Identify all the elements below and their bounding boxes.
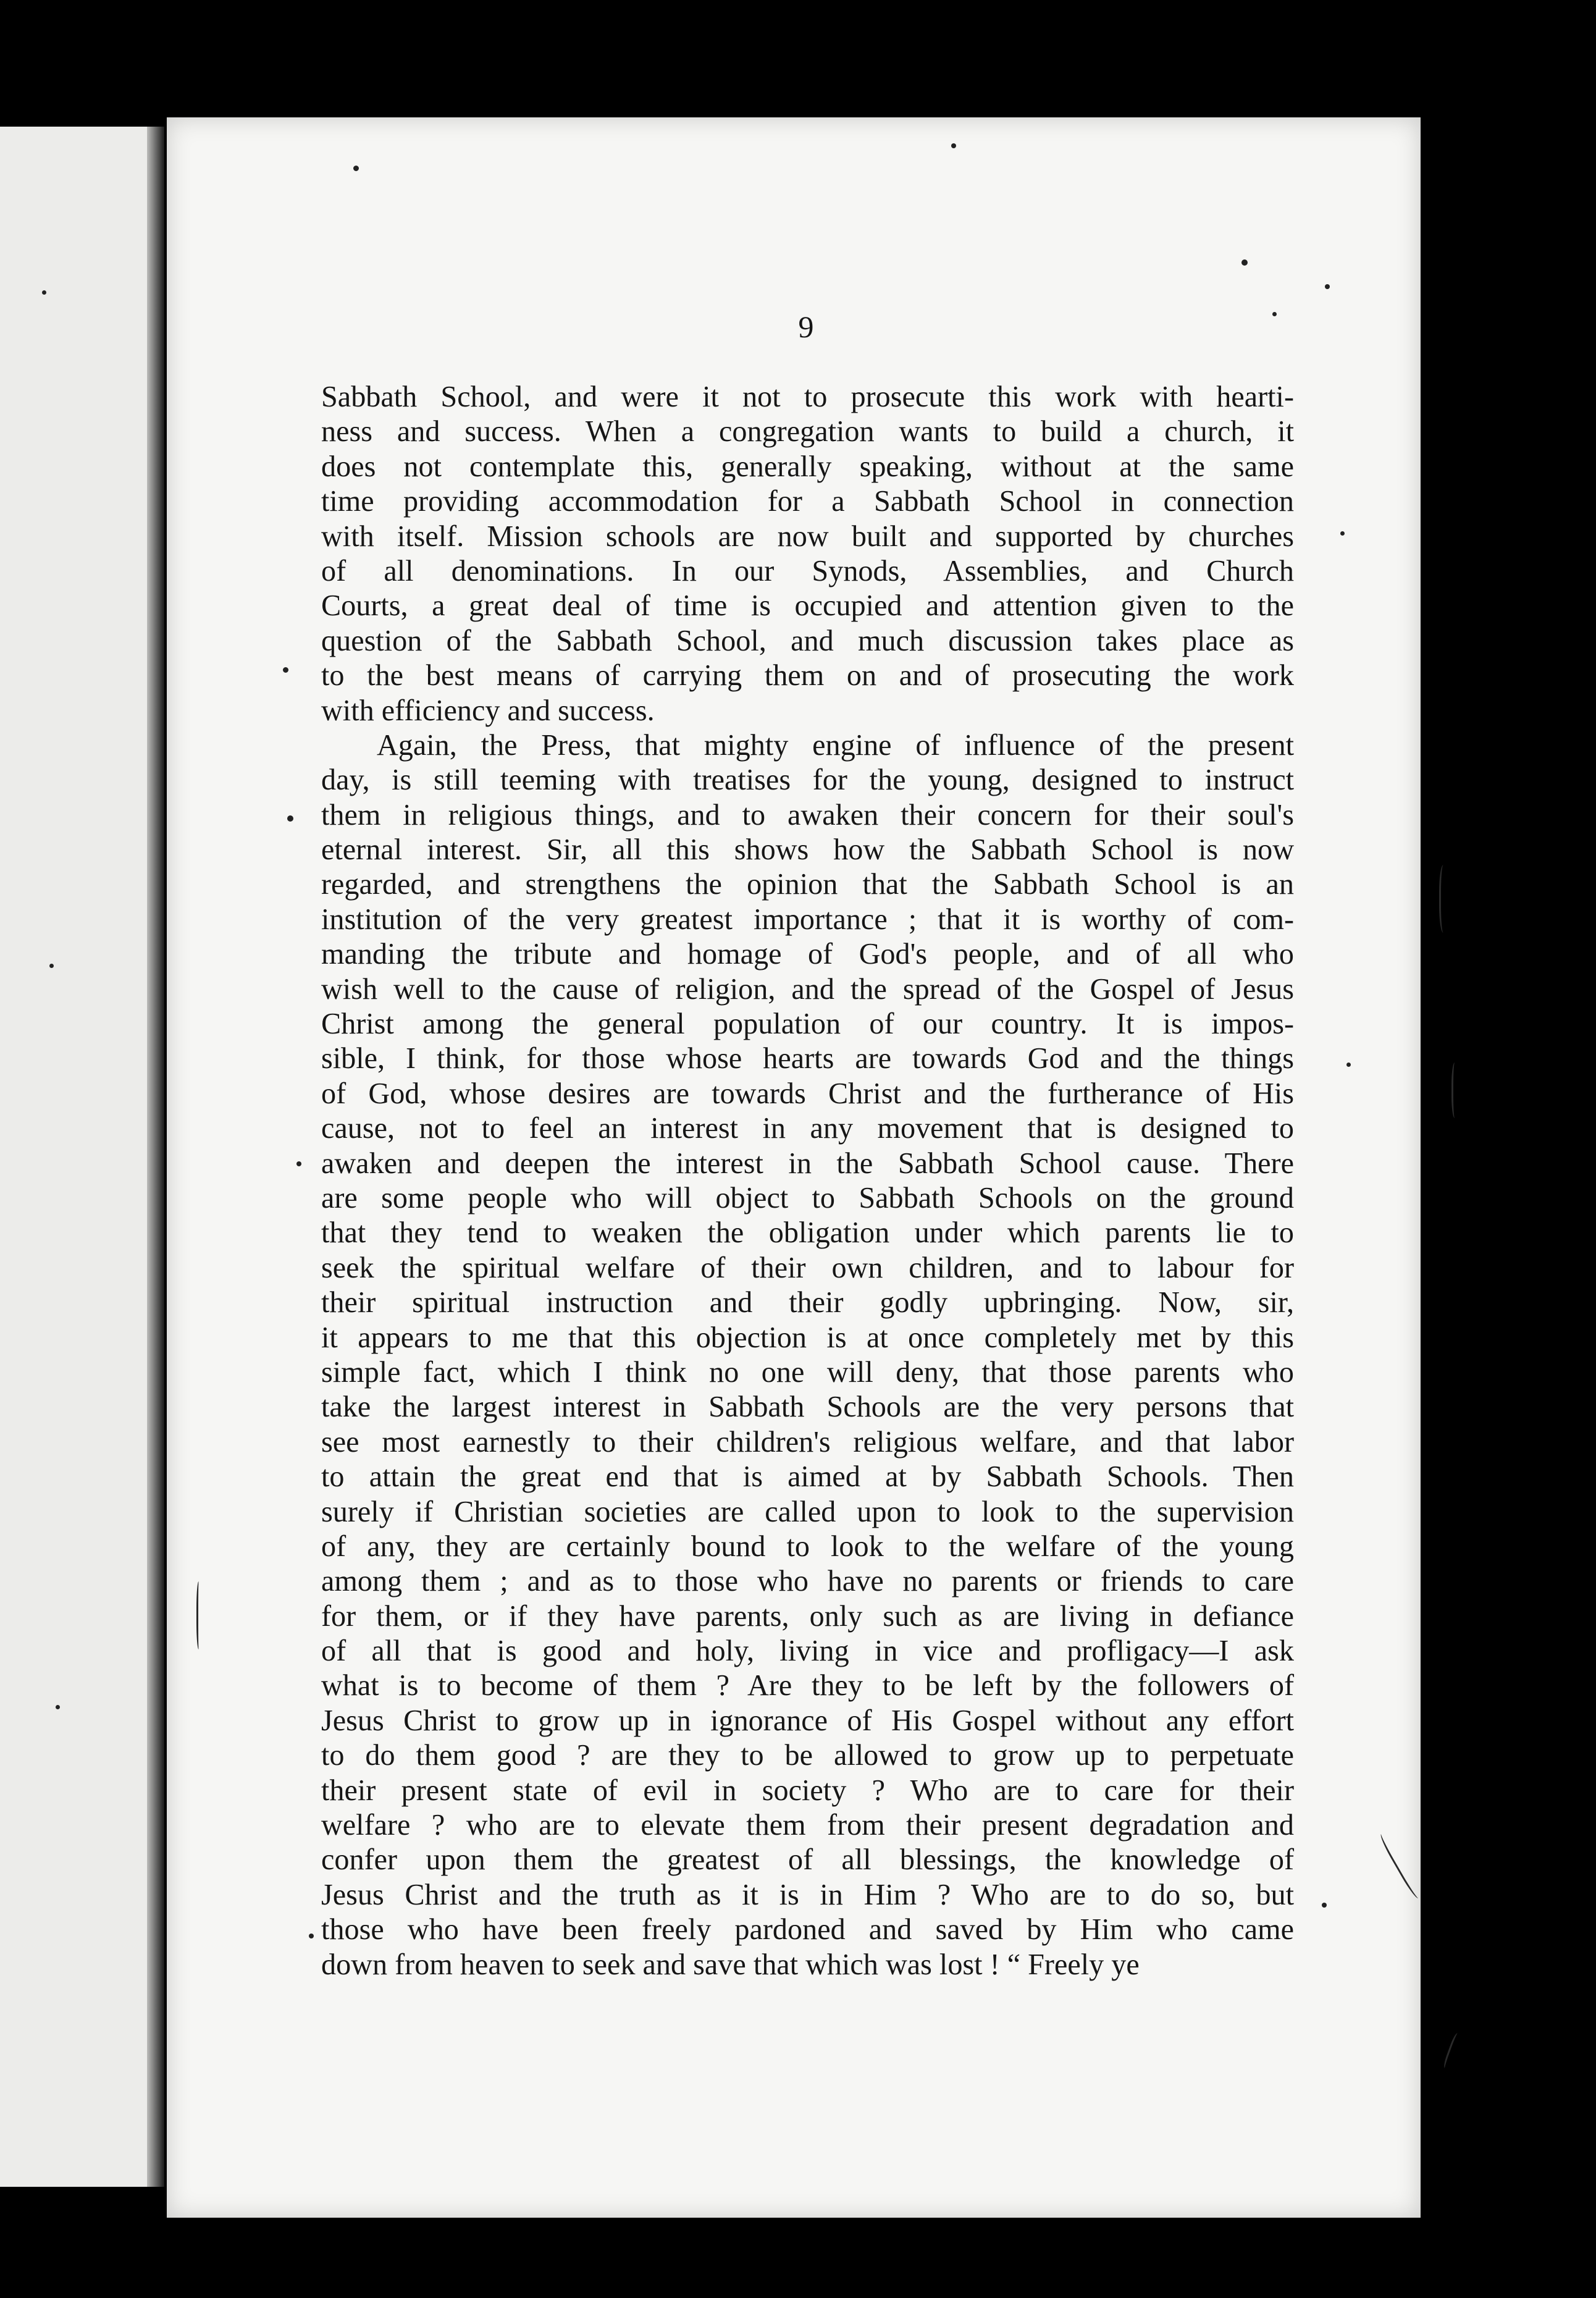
text-line: them in religious things, and to awaken their concern for their soul's [321, 798, 1294, 831]
text-line: simple fact, which I think no one will deny, that those parents who [321, 1355, 1294, 1389]
text-line: with efficiency and success. [321, 694, 655, 727]
dust-speck [56, 1705, 60, 1709]
previous-page-edge [0, 127, 154, 2187]
text-line: Jesus Christ to grow up in ignorance of His Gospel without any effort [321, 1704, 1294, 1737]
page-gutter-shadow [147, 127, 164, 2187]
text-line: to attain the great end that is aimed at by Sabbath Schools. Then [321, 1460, 1294, 1494]
text-line: it appears to me that this objection is at once completely met by this [321, 1321, 1294, 1354]
text-line: ness and success. When a congregation wants to build a church, it [321, 415, 1294, 448]
text-line: are some people who will object to Sabbath Schools on the ground [321, 1181, 1294, 1214]
film-scratch [196, 1581, 202, 1649]
text-line: for them, or if they have parents, only such as are living in defiance [321, 1599, 1294, 1633]
dust-speck [1322, 1903, 1327, 1908]
body-text [321, 380, 1294, 1982]
text-line: awaken and deepen the interest in the Sabbath School cause. There [321, 1147, 1294, 1180]
text-line: down from heaven to seek and save that which was lost ! “ Freely ye [321, 1948, 1140, 1981]
dust-speck [1340, 531, 1345, 536]
dust-speck [1346, 1063, 1351, 1067]
text-line: of God, whose desires are towards Christ and the furtherance of His [321, 1077, 1294, 1110]
text-line: of all denominations. In our Synods, Assemblies, and Church [321, 554, 1294, 587]
text-line: to the best means of carrying them on and of prosecuting the work [321, 659, 1294, 692]
dust-speck [283, 667, 288, 673]
dust-speck [287, 815, 293, 822]
text-line: see most earnestly to their children's religious welfare, and that labor [321, 1425, 1294, 1458]
text-line: take the largest interest in Sabbath Schools are the very persons that [321, 1391, 1294, 1424]
dust-speck [42, 290, 46, 295]
text-line: to do them good ? are they to be allowed to grow up to perpetuate [321, 1739, 1294, 1772]
text-line: Christ among the general population of our country. It is impos- [321, 1008, 1294, 1041]
film-scratch [1439, 865, 1450, 933]
film-scratch [1442, 2032, 1461, 2069]
dust-speck [309, 1934, 314, 1938]
text-line: day, is still teeming with treatises for the young, designed to instruct [321, 764, 1294, 797]
text-line: their spiritual instruction and their godly upbringing. Now, sir, [321, 1286, 1294, 1319]
dust-speck [49, 964, 54, 968]
film-scratch [1451, 1063, 1460, 1118]
dust-speck [1272, 312, 1277, 316]
dust-speck [951, 143, 956, 148]
text-line: sible, I think, for those whose hearts are towards God and the things [321, 1042, 1294, 1075]
text-line: of any, they are certainly bound to look to the welfare of the young [321, 1530, 1294, 1563]
text-line: regarded, and strengthens the opinion that the Sabbath School is an [321, 868, 1294, 901]
text-line: confer upon them the greatest of all blessings, the knowledge of [321, 1843, 1294, 1877]
text-line: institution of the very greatest importance ; that it is worthy of com- [321, 903, 1294, 936]
text-line: cause, not to feel an interest in any movement that is designed to [321, 1112, 1294, 1145]
dust-speck [296, 1161, 301, 1166]
text-line: what is to become of them ? Are they to be left by the followers of [321, 1669, 1294, 1702]
dust-speck [1325, 284, 1330, 289]
text-line: time providing accommodation for a Sabbath School in connection [321, 485, 1294, 518]
text-line: Again, the Press, that mighty engine of influence of the present [377, 728, 1294, 762]
text-line: does not contemplate this, generally speaking, without at the same [321, 450, 1294, 483]
text-line: among them ; and as to those who have no parents or friends to care [321, 1565, 1294, 1598]
dust-speck [353, 166, 359, 171]
text-line: manding the tribute and homage of God's people, and of all who [321, 938, 1294, 971]
text-line: eternal interest. Sir, all this shows how the Sabbath School is now [321, 833, 1294, 867]
page-number: 9 [798, 309, 814, 344]
text-line: those who have been freely pardoned and saved by Him who came [321, 1913, 1294, 1947]
text-line: Courts, a great deal of time is occupied and attention given to the [321, 589, 1294, 623]
text-line: Sabbath School, and were it not to prosecute this work with hearti- [321, 381, 1294, 413]
text-line: with itself. Mission schools are now built and supported by churches [321, 520, 1294, 553]
text-line: surely if Christian societies are called upon to look to the supervision [321, 1495, 1294, 1528]
text-line: seek the spiritual welfare of their own children, and to labour for [321, 1251, 1294, 1284]
text-line: welfare ? who are to elevate them from their present degradation and [321, 1809, 1294, 1842]
text-line: of all that is good and holy, living in vice and profligacy—I ask [321, 1635, 1294, 1668]
text-line: that they tend to weaken the obligation under which parents lie to [321, 1216, 1294, 1250]
text-line: question of the Sabbath School, and much discussion takes place as [321, 624, 1294, 657]
text-line: their present state of evil in society ? Who are to care for their [321, 1774, 1294, 1807]
dust-speck [1241, 259, 1248, 266]
text-line: wish well to the cause of religion, and the spread of the Gospel of Jesus [321, 972, 1294, 1006]
text-line: Jesus Christ and the truth as it is in Him ? Who are to do so, but [321, 1878, 1294, 1911]
